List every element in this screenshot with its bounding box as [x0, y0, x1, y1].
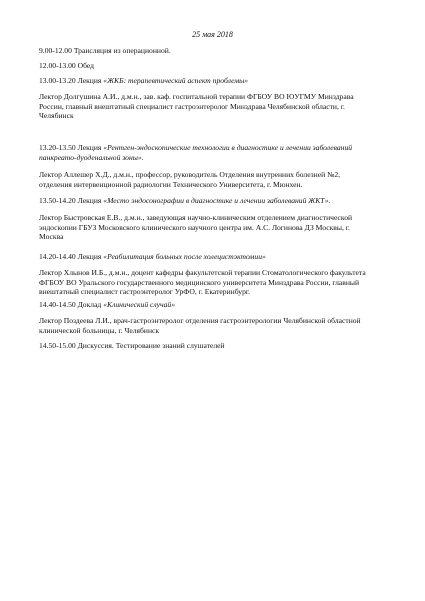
lecturer-info: [39, 92, 384, 121]
item-title: «Клинический случай»: [103, 300, 176, 309]
lecturer-line: отделения интервенционной радиологии Технического Университета, г. Мюнхен.: [39, 179, 303, 189]
lecturer-line: Москва: [39, 232, 64, 242]
schedule-item: [39, 196, 384, 206]
lecturer-line: Лектор Поздеева Л.И., врач-гастроэнтеролог отделения гастроэнтерологии Челябинской областной: [39, 316, 361, 325]
lecturer-line: Лектор Аллешер Х.Д., д.м.н., профессор, руководитель Отделения внутренних болезней №2,: [39, 170, 341, 179]
item-title: «Рентген-эндоскопические технологии в диагностике и лечении заболеваний: [103, 143, 353, 152]
schedule-item: [39, 76, 384, 86]
item-time: 14.50-15.00: [39, 341, 76, 350]
lecturer-info: [39, 268, 384, 297]
page-date: 25 мая 2018: [192, 30, 233, 39]
lecturer-line: Лектор Долгушина А.И., д.м.н., зав. каф. госпитальной терапии ФГБОУ ВО ЮУГМУ Минздрава: [39, 92, 354, 101]
lecturer-line: Лектор Быстровская Е.В., д.м.н., заведующая научно-клиническим отделением диагностической: [39, 213, 353, 222]
item-kind: Доклад: [77, 300, 102, 309]
item-time: 14.40-14.50: [39, 300, 76, 309]
schedule-item: [39, 61, 384, 71]
item-time: 9.00-12.00: [39, 46, 72, 55]
item-title: «Место эндосонографии в диагностике и лечении заболеваний ЖКТ».: [103, 196, 331, 205]
item-kind: Лекция: [77, 143, 102, 152]
item-time: 13.00-13.20: [39, 76, 76, 85]
item-time: 13.20-13.50: [39, 143, 76, 152]
schedule-item: [39, 300, 384, 310]
item-kind: Лекция: [77, 196, 102, 205]
item-time: 13.50-14.20: [39, 196, 76, 205]
lecturer-line: ФГБОУ ВО Уральского государственного медицинского университета Минздрава России, главный: [39, 277, 360, 287]
item-time: 14.20-14.40: [39, 252, 76, 261]
item-time: 12.00-13.00: [39, 61, 76, 70]
item-kind: Лекция: [77, 252, 102, 261]
item-kind: Лекция: [77, 76, 102, 85]
lecturer-info: [39, 316, 384, 335]
lecturer-line: Лектор Хлынов И.Б., д.м.н., доцент кафедры факультетской терапии Стоматологического факультета: [39, 268, 366, 277]
item-text: Трансляция из операционной.: [73, 46, 171, 55]
lecturer-line: эндоскопии ГБУЗ Московского клинического научного центра им. А.С. Логинова ДЗ Москвы, г.: [39, 222, 350, 232]
item-text: Обед: [77, 61, 94, 70]
lecturer-line: клинической больницы, г. Челябинск: [39, 325, 160, 335]
item-title: «ЖКБ: терапевтический аспект проблемы»: [103, 76, 249, 85]
item-text: Дискуссия. Тестирование знаний слушателей: [77, 341, 225, 350]
lecturer-info: [39, 213, 384, 242]
lecturer-info: [39, 170, 384, 189]
schedule-item: [39, 143, 384, 162]
lecturer-line: внештатный специалист гастроэнтеролог УрФО, г. Екатеринбург.: [39, 287, 251, 297]
item-title: панкреато-дуоденальной зоны».: [39, 152, 144, 162]
schedule-item: [39, 341, 384, 351]
schedule-item: [39, 252, 384, 262]
item-title: «Реабилитация больных после холецистэктомии»: [103, 252, 266, 261]
lecturer-line: России, главный внештатный специалист гастроэнтеролог Минздрава Челябинской области, г.: [39, 101, 345, 111]
lecturer-line: Челябинск: [39, 111, 74, 121]
schedule-item: [39, 46, 384, 56]
